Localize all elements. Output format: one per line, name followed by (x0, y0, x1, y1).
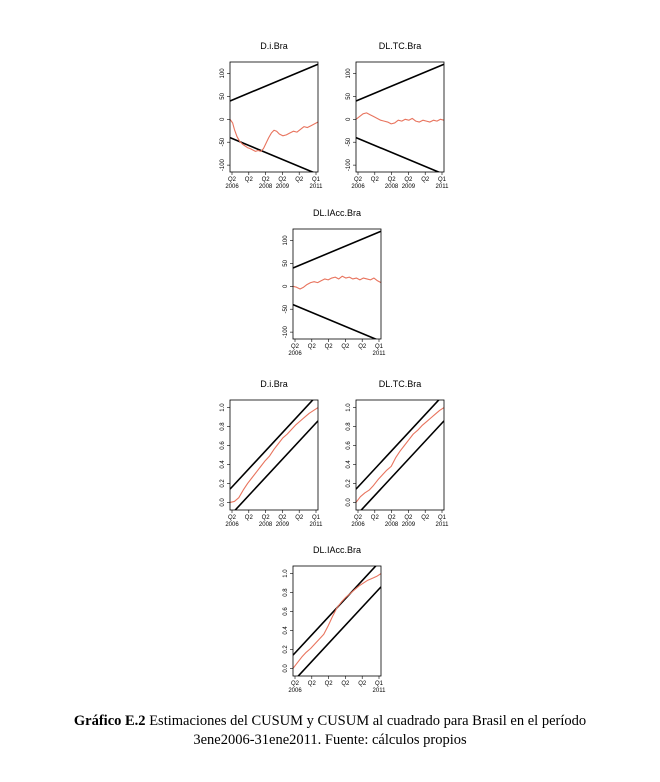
chart-svg (212, 376, 323, 528)
x-tick-year-label: 2008 (384, 522, 399, 528)
y-tick-label: -100 (283, 326, 289, 339)
x-tick-label: Q2 (387, 515, 396, 521)
boundary-line-upper (230, 64, 318, 101)
y-tick-label: -100 (346, 159, 352, 172)
y-tick-label: 0.6 (283, 607, 289, 616)
x-tick-label: Q2 (404, 515, 413, 521)
chart-svg (338, 376, 449, 528)
x-tick-year-label: 2009 (275, 184, 290, 190)
y-tick-label: 0.4 (283, 626, 289, 635)
x-tick-year-label: 2011 (435, 184, 449, 190)
boundary-line-lower (230, 138, 318, 175)
y-tick-label: 0.8 (220, 422, 226, 431)
chart-title: D.i.Bra (260, 379, 288, 389)
chart-title: DL.IAcc.Bra (312, 208, 362, 218)
boundary-line-lower (293, 587, 381, 682)
x-tick-label: Q2 (307, 344, 316, 350)
x-tick-label: Q2 (353, 177, 363, 183)
series-line (293, 276, 381, 289)
chart-title: DL.TC.Bra (378, 41, 422, 51)
series-line (356, 408, 444, 503)
y-tick-label: 50 (283, 260, 289, 267)
chart-svg (338, 38, 449, 190)
x-tick-year-label: 2011 (372, 351, 386, 357)
x-tick-year-label: 2011 (372, 688, 386, 694)
x-tick-label: Q2 (307, 681, 316, 687)
boundary-line-upper (293, 231, 381, 268)
x-tick-label: Q2 (261, 177, 270, 183)
x-tick-year-label: 2009 (401, 522, 416, 528)
x-tick-label: Q2 (353, 515, 363, 521)
x-tick-label: Q2 (290, 344, 300, 350)
y-tick-label: 1.0 (220, 403, 226, 412)
x-tick-label: Q2 (358, 681, 367, 687)
plot-area (230, 64, 318, 174)
x-tick-label: Q2 (261, 515, 270, 521)
x-tick-year-label: 2011 (309, 184, 323, 190)
y-tick-label: 1.0 (283, 569, 289, 578)
y-tick-label: 100 (346, 68, 352, 79)
x-tick-label: Q2 (341, 681, 350, 687)
chart-svg (275, 542, 386, 694)
y-tick-label: 0.8 (283, 588, 289, 597)
y-tick-label: 0.0 (346, 498, 352, 507)
caption-label: Gráfico E.2 (73, 713, 146, 729)
x-tick-year-label: 2011 (435, 522, 449, 528)
y-tick-label: 0 (220, 117, 226, 121)
x-tick-label: Q2 (358, 344, 367, 350)
boundary-line-upper (356, 64, 444, 101)
y-tick-label: 0.2 (220, 479, 226, 488)
chart-title: D.i.Bra (260, 41, 288, 51)
y-tick-label: -50 (220, 137, 226, 147)
x-tick-year-label: 2008 (258, 184, 273, 190)
x-tick-year-label: 2006 (225, 522, 239, 528)
y-tick-label: 0.2 (346, 479, 352, 488)
y-tick-label: 0.6 (346, 441, 352, 450)
y-tick-label: 0 (283, 284, 289, 288)
x-tick-year-label: 2006 (351, 522, 365, 528)
series-line (230, 408, 318, 503)
x-tick-label: Q1 (374, 344, 384, 350)
x-tick-label: Q1 (311, 515, 321, 521)
boundary-line-upper (230, 394, 318, 489)
x-tick-label: Q2 (227, 177, 237, 183)
x-tick-label: Q2 (341, 344, 350, 350)
x-tick-label: Q1 (437, 515, 447, 521)
plot-area (293, 560, 381, 681)
x-tick-label: Q2 (324, 344, 333, 350)
y-tick-label: 50 (220, 93, 226, 100)
x-tick-label: Q2 (421, 177, 430, 183)
y-tick-label: 100 (283, 235, 289, 246)
chart-panel-dliacc-bra-cusumsq (275, 542, 386, 694)
plot-area (230, 394, 318, 515)
x-tick-year-label: 2006 (225, 184, 239, 190)
x-tick-label: Q1 (311, 177, 321, 183)
chart-panel-di-bra-cusum (212, 38, 323, 190)
x-tick-label: Q2 (244, 177, 253, 183)
x-tick-label: Q2 (227, 515, 237, 521)
x-tick-label: Q2 (278, 177, 287, 183)
y-tick-label: 0.0 (283, 664, 289, 673)
x-tick-label: Q2 (290, 681, 300, 687)
y-tick-label: 0.0 (220, 498, 226, 507)
chart-panel-di-bra-cusumsq (212, 376, 323, 528)
y-tick-label: -50 (283, 304, 289, 314)
plot-frame (293, 566, 381, 676)
x-tick-year-label: 2009 (401, 184, 416, 190)
plot-frame (356, 400, 444, 510)
x-tick-label: Q2 (278, 515, 287, 521)
x-tick-label: Q2 (295, 515, 304, 521)
plot-area (356, 394, 444, 515)
y-tick-label: 50 (346, 93, 352, 100)
y-tick-label: 0.4 (346, 460, 352, 469)
x-tick-label: Q2 (404, 177, 413, 183)
chart-panel-dltc-bra-cusumsq (338, 376, 449, 528)
y-tick-label: -100 (220, 159, 226, 172)
chart-panel-dltc-bra-cusum (338, 38, 449, 190)
boundary-line-lower (356, 421, 444, 516)
x-tick-year-label: 2006 (288, 688, 302, 694)
y-tick-label: 100 (220, 68, 226, 79)
y-tick-label: 0.2 (283, 645, 289, 654)
boundary-line-lower (230, 421, 318, 516)
boundary-line-upper (356, 394, 444, 489)
y-tick-label: -50 (346, 137, 352, 147)
y-tick-label: 0.8 (346, 422, 352, 431)
caption-line1: Estimaciones del CUSUM y CUSUM al cuadrado para Brasil en el período (145, 713, 587, 729)
x-tick-year-label: 2006 (288, 351, 302, 357)
chart-svg (212, 38, 323, 190)
chart-title: DL.IAcc.Bra (312, 545, 362, 555)
x-tick-label: Q2 (324, 681, 333, 687)
x-tick-label: Q2 (370, 177, 379, 183)
x-tick-year-label: 2009 (275, 522, 290, 528)
x-tick-label: Q2 (295, 177, 304, 183)
x-tick-year-label: 2006 (351, 184, 365, 190)
x-tick-label: Q2 (370, 515, 379, 521)
boundary-line-lower (356, 138, 444, 175)
x-tick-year-label: 2008 (258, 522, 273, 528)
x-tick-label: Q2 (244, 515, 253, 521)
x-tick-year-label: 2008 (384, 184, 399, 190)
x-tick-year-label: 2011 (309, 522, 323, 528)
chart-title: DL.TC.Bra (378, 379, 422, 389)
boundary-line-lower (293, 305, 381, 342)
caption-line2: 3ene2006-31ene2011. Fuente: cálculos propios (193, 732, 467, 748)
plot-area (293, 231, 381, 341)
series-line (230, 119, 318, 151)
plot-area (356, 64, 444, 174)
x-tick-label: Q1 (437, 177, 447, 183)
x-tick-label: Q2 (421, 515, 430, 521)
y-tick-label: 0.4 (220, 460, 226, 469)
figure-caption (0, 712, 660, 750)
series-line (293, 574, 381, 669)
y-tick-label: 1.0 (346, 403, 352, 412)
series-line (356, 113, 444, 124)
chart-panel-dliacc-bra-cusum (275, 205, 386, 357)
y-tick-label: 0.6 (220, 441, 226, 450)
chart-svg (275, 205, 386, 357)
y-tick-label: 0 (346, 117, 352, 121)
x-tick-label: Q1 (374, 681, 384, 687)
x-tick-label: Q2 (387, 177, 396, 183)
